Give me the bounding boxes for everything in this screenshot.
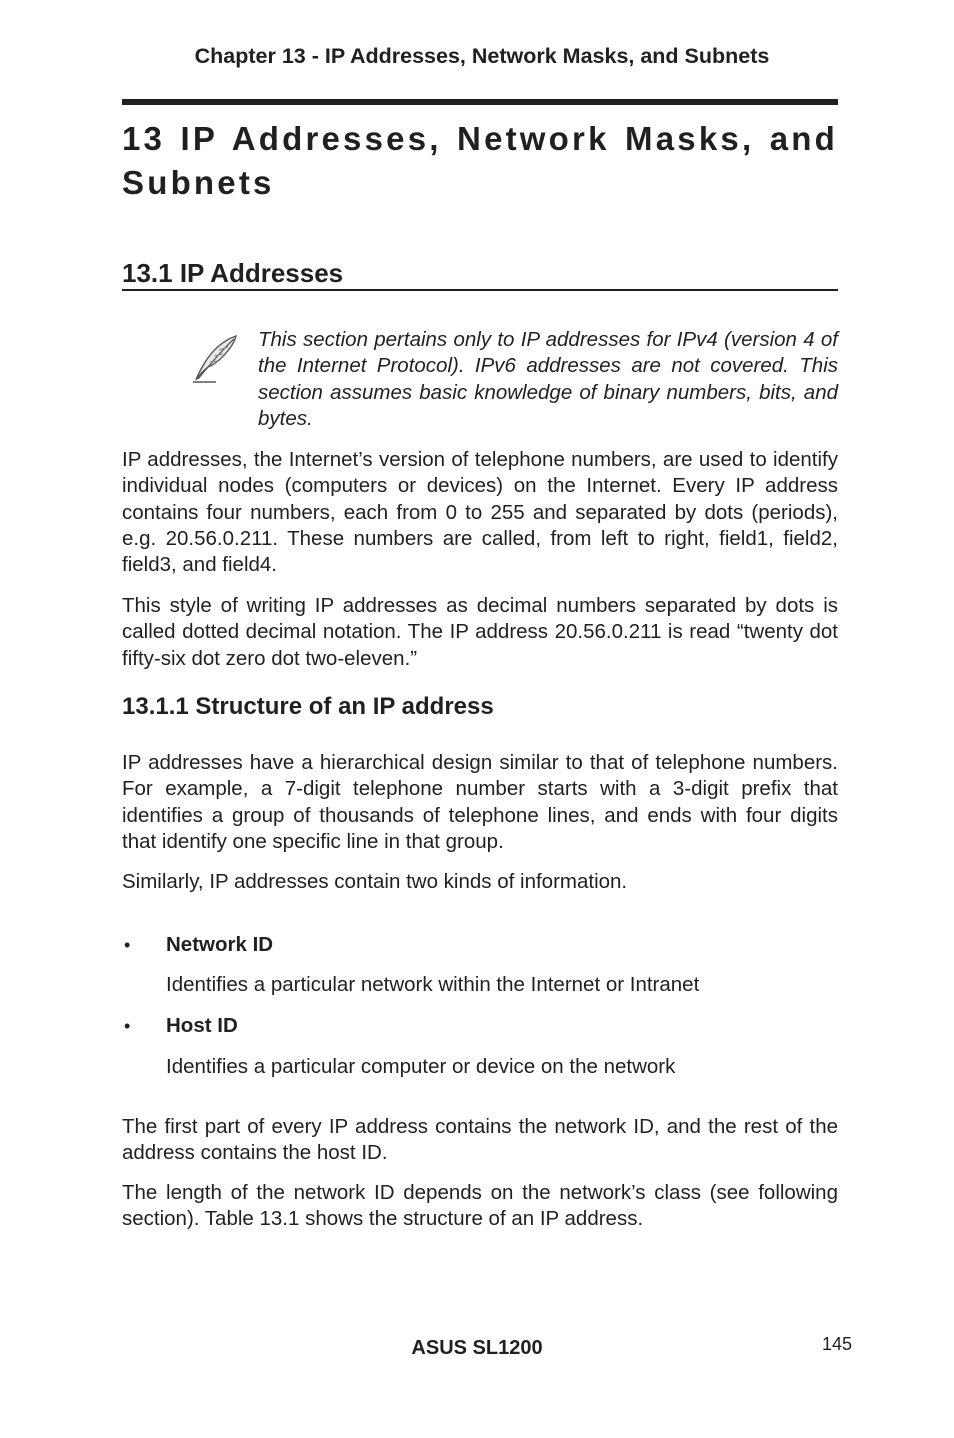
paragraph-hierarchical-design: IP addresses have a hierarchical design similar to that of telephone numbers. For example, a 7-digit telephone number starts with a 3-digit prefix that identifies a group of thousands of telephone lines, and ends with four digits that identify one specific line in that group. bbox=[122, 751, 838, 853]
paragraph-network-host-parts: The first part of every IP address contains the network ID, and the rest of the address contains the host ID. bbox=[122, 1115, 838, 1165]
subsection-title: 13.1.1 Structure of an IP address bbox=[122, 693, 494, 720]
page-number: 145 bbox=[821, 1334, 852, 1354]
paragraph-network-id-length: The length of the network ID depends on the network’s class (see following section). Table 13.1 shows the structure of an IP address. bbox=[122, 1181, 838, 1231]
bullet-marker: • bbox=[124, 1016, 131, 1036]
bullet-description-network-id: Identifies a particular network within the Internet or Intranet bbox=[166, 973, 700, 996]
quill-pen-icon bbox=[190, 334, 240, 384]
footer-brand: ASUS SL1200 bbox=[411, 1337, 543, 1359]
bullet-term-host-id: Host ID bbox=[166, 1014, 238, 1037]
running-header: Chapter 13 - IP Addresses, Network Masks, and Subnets bbox=[194, 44, 770, 68]
bullet-term-network-id: Network ID bbox=[166, 933, 274, 956]
section-title: 13.1 IP Addresses bbox=[122, 257, 838, 291]
chapter-title: 13 IP Addresses, Network Masks, and Subnets bbox=[122, 120, 838, 201]
bullet-description-host-id: Identifies a particular computer or device on the network bbox=[166, 1055, 676, 1078]
paragraph-dotted-decimal: This style of writing IP addresses as decimal numbers separated by dots is called dotted decimal notation. The IP address 20.56.0.211 is read “twenty dot fifty-six dot zero dot two-eleven.” bbox=[122, 594, 838, 670]
bullet-marker: • bbox=[124, 935, 131, 955]
note-text: This section pertains only to IP addresses for IPv4 (version 4 of the Internet Protocol). IPv6 addresses are not covered. This section assumes basic knowledge of binary numbers, bits, and bytes. bbox=[258, 328, 838, 430]
paragraph-two-kinds: Similarly, IP addresses contain two kinds of information. bbox=[122, 870, 628, 893]
header-rule bbox=[122, 99, 838, 105]
paragraph-ip-addresses: IP addresses, the Internet’s version of telephone numbers, are used to identify individual nodes (computers or devices) on the Internet. Every IP address contains four numbers, each from 0 to 255 and separated by dots (periods), e.g. 20.56.0.211. These numbers are called, from left to right, field1, field2, field3, and field4. bbox=[122, 448, 838, 577]
